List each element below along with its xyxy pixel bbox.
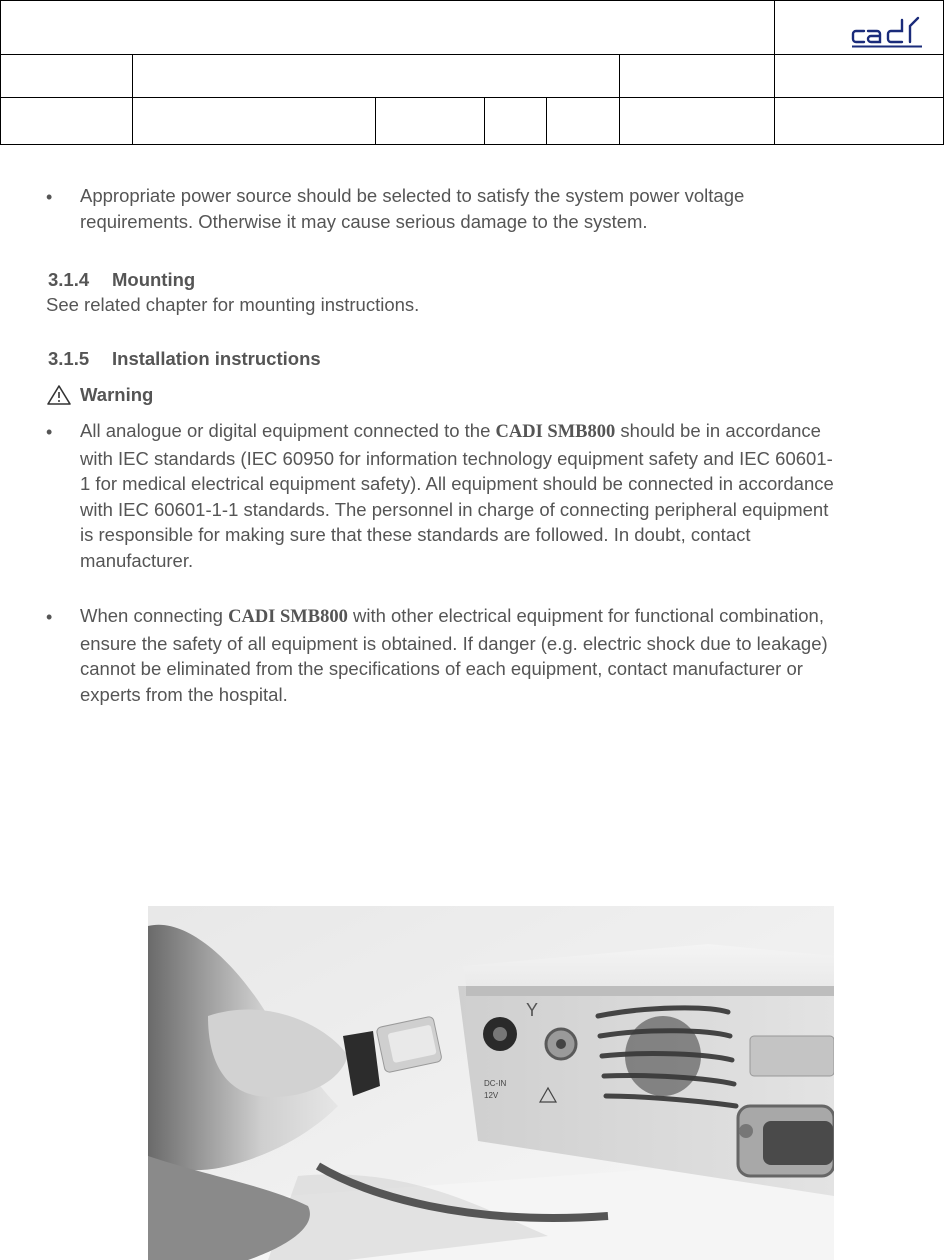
photo-voltage-label: 12V	[484, 1091, 499, 1100]
warning-triangle-icon	[46, 384, 72, 406]
installation-bullet-2	[80, 603, 840, 707]
bullet-text: All analogue or digital equipment connected to the	[80, 420, 491, 441]
header-cell	[132, 97, 376, 145]
photo-illustration	[148, 906, 834, 1260]
bullet-marker: •	[46, 422, 53, 442]
photo-port-label: DC-IN	[484, 1079, 507, 1088]
section-number: 3.1.4	[48, 269, 90, 290]
warning-label: Warning	[80, 384, 154, 405]
section-heading-mounting	[48, 269, 195, 291]
header-cell	[484, 97, 547, 145]
section-title: Installation instructions	[112, 348, 321, 369]
bullet-text: When connecting	[80, 605, 223, 626]
bullet-text: should be in accordance with IEC standards (IEC 60950 for information technology equipment safety and IEC 60601-1 for medical electrical equipment safety). All equipment should be connected in accordance with IEC 60601-1-1 standards. The personnel in charge of connecting peripheral equipment is responsible for making sure that these standards are followed. In doubt, contact manufacturer.	[80, 420, 834, 571]
header-cell	[619, 97, 775, 145]
header-cell	[0, 97, 133, 145]
header-cell	[375, 97, 485, 145]
bullet-text: with other electrical equipment for functional combination, ensure the safety of all equipment is obtained. If danger (e.g. electric shock due to leakage) cannot be eliminated from the specifications of each equipment, contact manufacturer or experts from the hospital.	[80, 605, 828, 705]
installation-bullet-1	[80, 418, 840, 573]
product-name: CADI SMB800	[495, 422, 616, 442]
header-cell	[0, 54, 133, 98]
header-cell	[774, 97, 944, 145]
section-number: 3.1.5	[48, 348, 90, 369]
product-name: CADI SMB800	[228, 607, 348, 627]
bullet-marker: •	[46, 187, 53, 207]
header-cell	[774, 54, 944, 98]
document-header-table	[0, 0, 944, 145]
device-power-connection-photo	[148, 906, 834, 1260]
section-heading-installation	[48, 348, 321, 370]
header-cell	[546, 97, 620, 145]
mounting-text: See related chapter for mounting instructions.	[46, 294, 420, 315]
header-cell	[132, 54, 620, 98]
bullet-marker: •	[46, 607, 53, 627]
header-title-cell	[0, 0, 775, 55]
antenna-symbol: Y	[526, 1000, 539, 1020]
header-cell	[619, 54, 775, 98]
cadi-logo	[850, 14, 930, 48]
section-title: Mounting	[112, 269, 196, 290]
intro-bullet-text: Appropriate power source should be selected to satisfy the system power voltage requirements. Otherwise it may cause serious damage to the system.	[80, 185, 745, 232]
warning-heading	[46, 384, 153, 406]
